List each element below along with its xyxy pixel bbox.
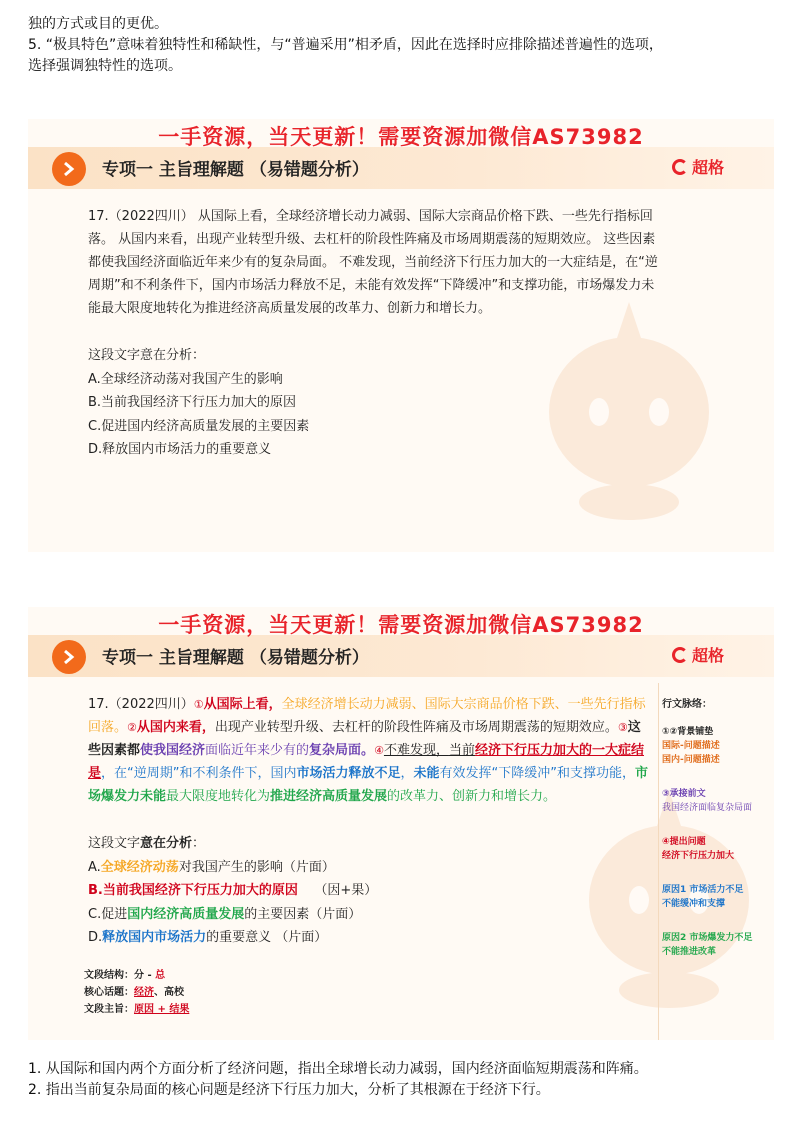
passage-s1-lead: 从国际上看， — [203, 697, 282, 712]
option-b-annotated: B.当前我国经济下行压力加大的原因 （因+果） — [88, 883, 378, 898]
brand-logo — [672, 643, 724, 666]
passage-s3-a: 这些因素都 — [88, 720, 641, 758]
annotated-options — [88, 832, 508, 950]
option-a: A.全球经济动荡对我国产生的影响 — [88, 371, 283, 387]
marker-2: ② — [127, 721, 137, 734]
option-a-annotated: A.全球经济动荡对我国产生的影响（片面） — [88, 859, 335, 875]
option-b: B.当前我国经济下行压力加大的原因 — [88, 395, 297, 410]
chevron-right-icon — [52, 152, 86, 186]
side-block-reason-2: 原因2 市场爆发力不足 不能推进改革 — [662, 933, 753, 957]
question-passage: 17.（2022四川） 从国际上看，全球经济增长动力减弱、国际大宗商品价格下跌、一些先行指标回落。 从国内来看，出现产业转型升级、去杠杆的阶段性阵痛及市场周期震荡的短期效应。 这些因素都使我国经济面临近年来少有的复杂局面。 不难发现，当前经济下行压力加大的一大症结是，在“逆周期”和不利条件下，国内市场活力释放不足，未能有效发挥“下降缓冲”和支撑功能，市场爆发力未能最大限度地转化为推进经济高质量发展的改革力、创新力和增长力。 — [88, 209, 658, 316]
passage-s4-c: 经济下行压力加大的一大症结是 — [88, 743, 644, 781]
top-paragraph — [28, 14, 778, 77]
side-block-question: ④提出问题 经济下行压力加大 — [662, 837, 735, 861]
question-number: 17.（2022四川） — [88, 697, 194, 712]
top-line-2: 5. “极具特色”意味着独特性和稀缺性，与“普遍采用”相矛盾，因此在选择时应排除描述普遍性的选项， — [28, 37, 663, 53]
top-line-3: 选择强调独特性的选项。 — [28, 58, 182, 74]
structure-line: 文段结构：分 - 总 — [84, 970, 166, 981]
passage-s4-i: 市场爆发力未能 — [88, 766, 649, 804]
banner-text: 一手资源，当天更新！需要资源加微信AS73982 — [158, 125, 644, 149]
option-c: C.促进国内经济高质量发展的主要因素 — [88, 418, 310, 434]
side-block-background: ①②背景铺垫 国际-问题描述 国内-问题描述 — [662, 727, 720, 765]
question-stem: 这段文字意在分析： — [88, 836, 206, 851]
slide-annotated — [28, 607, 774, 1040]
passage-s2-body: 出现产业转型升级、去杠杆的阶段性阵痛及市场周期震荡的短期效应。 — [214, 720, 618, 735]
question-stem: 这段文字意在分析： — [88, 348, 206, 363]
marker-4: ④ — [374, 744, 384, 757]
brand-icon — [672, 159, 688, 175]
banner-text: 一手资源，当天更新！需要资源加微信AS73982 — [158, 613, 644, 637]
brand-name: 超格 — [691, 646, 724, 665]
passage-s3-c: 面临近年来少有的 — [205, 743, 310, 758]
side-block-reason-1: 原因1 市场活力不足 不能缓冲和支撑 — [662, 885, 744, 909]
main-idea-line: 文段主旨：原因 + 结果 — [84, 1004, 190, 1015]
core-topic-line: 核心话题：经济、高校 — [84, 987, 184, 998]
passage-s4-h: 有效发挥“下降缓冲”和支撑功能， — [439, 766, 636, 781]
marker-1: ① — [193, 698, 204, 711]
passage-s2-lead: 从国内来看， — [136, 720, 215, 735]
option-d: D.释放国内市场活力的重要意义 — [88, 442, 272, 457]
passage-s4-e: 市场活力释放不足 — [296, 766, 401, 781]
marker-3: ③ — [617, 721, 628, 734]
passage-s3-b: 使我国经济 — [140, 743, 206, 758]
passage-s1-body: 全球经济增长动力减弱、国际大宗商品价格下跌、一些先行指标回落。 — [88, 697, 646, 735]
context-flow-panel — [658, 683, 774, 1040]
brand-name: 超格 — [691, 158, 724, 177]
passage-s4-k: 推进经济高质量发展 — [270, 789, 388, 804]
passage-s4-d: ，在“逆周期”和不利条件下，国内 — [101, 766, 297, 781]
question-options — [88, 344, 508, 462]
passage-s4-a: 不难发现， — [383, 743, 449, 758]
option-c-annotated: C.促进国内经济高质量发展的主要因素（片面） — [88, 906, 362, 922]
passage-s4-b: 当前 — [448, 743, 475, 758]
structure-summary — [84, 967, 189, 1018]
slide-plain — [28, 119, 774, 552]
chevron-right-icon — [52, 640, 86, 674]
bottom-paragraph — [28, 1059, 778, 1101]
section-title: 专项一 主旨理解题 （易错题分析） — [102, 160, 369, 180]
bottom-line-2: 2. 指出当前复杂局面的核心问题是经济下行压力加大，分析了其根源在于经济下行。 — [28, 1082, 550, 1098]
annotated-passage — [88, 693, 653, 808]
side-block-continue: ③承接前文 我国经济面临复杂局面 — [662, 789, 753, 813]
brand-icon — [672, 647, 688, 663]
mascot-watermark-icon — [524, 292, 734, 522]
side-panel-title: 行文脉络： — [662, 699, 712, 710]
option-d-annotated: D.释放国内市场活力的重要意义 （片面） — [88, 930, 328, 945]
passage-s4-l: 的改革力、创新力和增长力。 — [387, 789, 557, 804]
passage-s3-d: 复杂局面。 — [309, 743, 375, 758]
passage-s4-f: ， — [400, 766, 414, 781]
bottom-line-1: 1. 从国际和国内两个方面分析了经济问题，指出全球增长动力减弱，国内经济面临短期震荡和阵痛。 — [28, 1061, 648, 1077]
top-line-1: 独的方式或目的更优。 — [28, 16, 168, 32]
section-title: 专项一 主旨理解题 （易错题分析） — [102, 648, 369, 668]
passage-s4-j: 最大限度地转化为 — [166, 789, 271, 804]
brand-logo — [672, 155, 724, 178]
passage-s4-g: 未能 — [413, 766, 440, 781]
